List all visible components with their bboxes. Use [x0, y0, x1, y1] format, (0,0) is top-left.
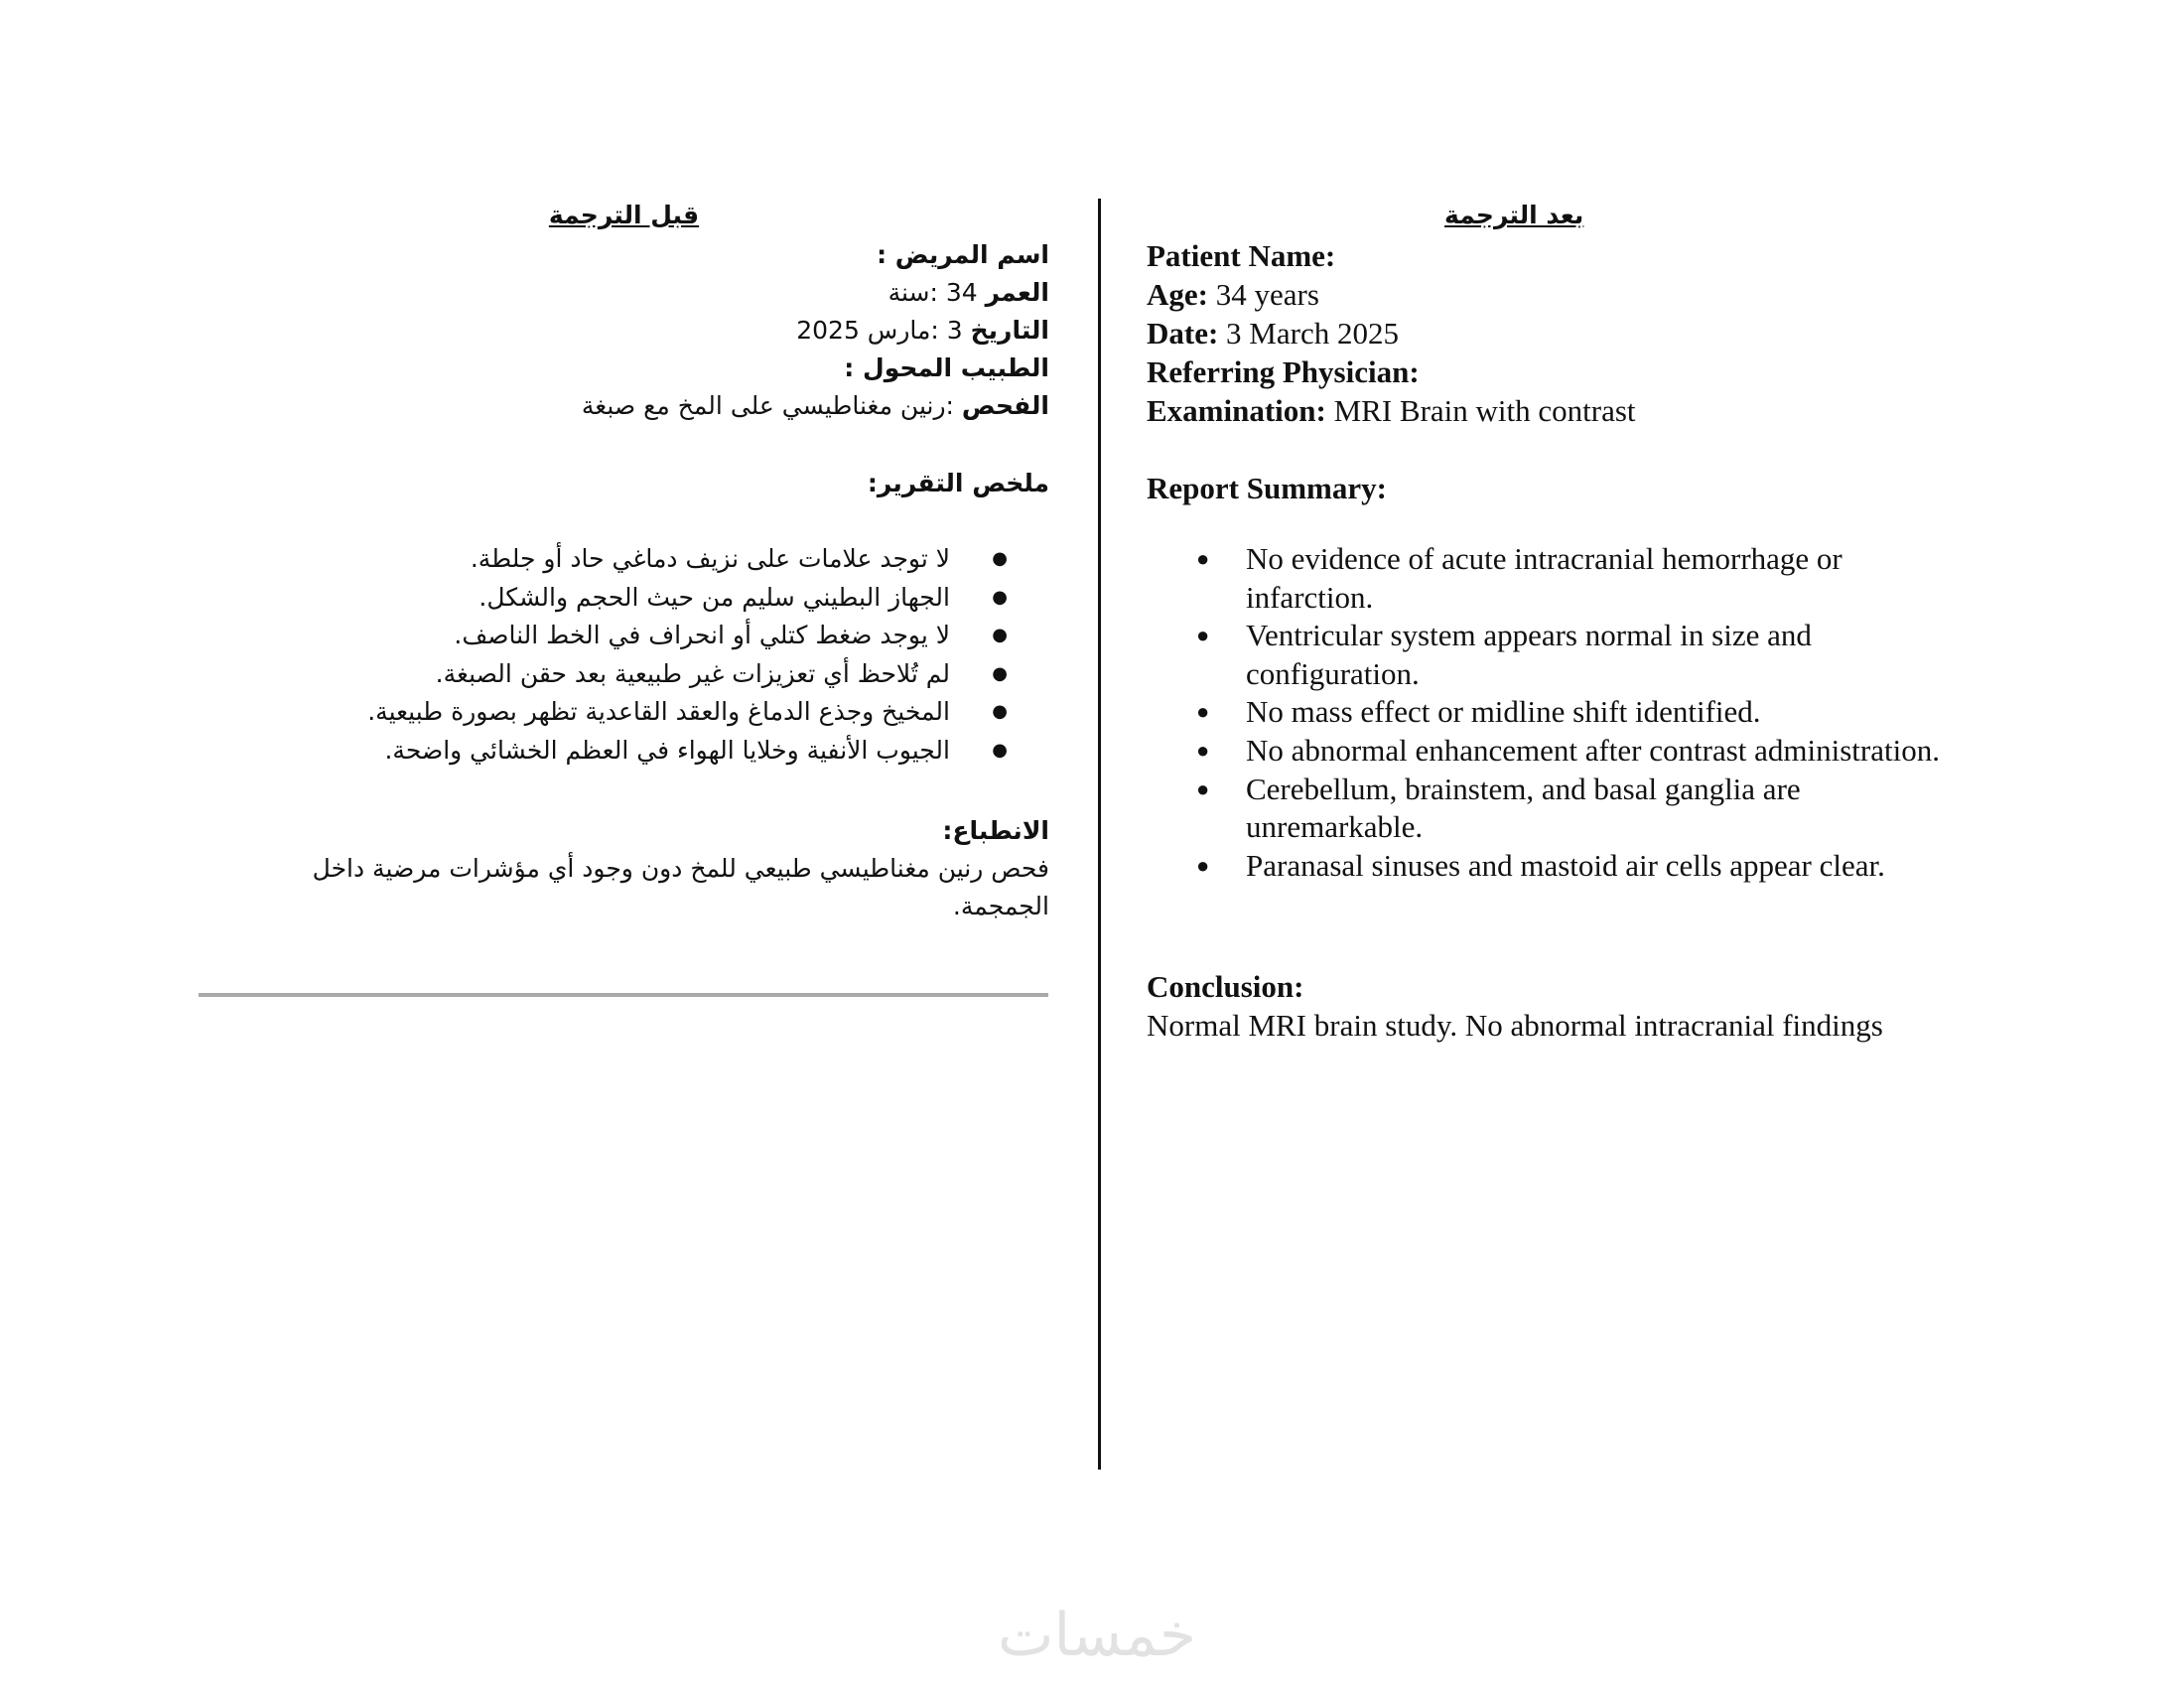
arabic-date: التاريخ 3 :مارس 2025 [796, 316, 1049, 345]
english-age: Age: 34 years [1147, 277, 1319, 312]
list-item: ● الجيوب الأنفية وخلايا الهواء في العظم الخشائي واضحة. [367, 732, 1049, 771]
list-item: ● No abnormal enhancement after contrast administration. [1147, 732, 1941, 771]
arabic-conclusion-heading: الانطباع: [942, 816, 1049, 845]
english-referring-physician: Referring Physician: [1147, 354, 1420, 389]
bullet-icon: ● [992, 739, 1008, 761]
bullet-icon: ● [992, 548, 1008, 569]
arabic-conclusion-text: فحص رنين مغناطيسي طبيعي للمخ دون وجود أي مؤشرات مرضية داخل الجمجمة. [312, 854, 1049, 920]
bullet-icon: ● [1196, 852, 1210, 878]
column-divider [1098, 199, 1101, 1470]
watermark-logo: خمسات [997, 1601, 1197, 1670]
bullet-icon: ● [1196, 737, 1210, 763]
arabic-examination: الفحص :رنين مغناطيسي على المخ مع صبغة [581, 391, 1049, 420]
list-item: ● Ventricular system appears normal in size and configuration. [1196, 618, 1812, 691]
list-item: ● No evidence of acute intracranial hemorrhage or infarction. [1196, 541, 1843, 615]
english-title: بعد الترجمة [1444, 201, 1584, 229]
english-conclusion-heading: Conclusion: [1147, 969, 1304, 1004]
horizontal-rule [199, 993, 1048, 997]
bullet-icon: ● [992, 625, 1008, 645]
english-summary-heading: Report Summary: [1147, 471, 1387, 505]
arabic-title: قبل الترجمة [548, 201, 700, 229]
english-date: Date: 3 March 2025 [1147, 316, 1399, 351]
arabic-referring-physician: الطبيب المحول : [844, 353, 1049, 382]
list-item: ● المخيخ وجذع الدماغ والعقد القاعدية تظهر بصورة طبيعية. [367, 693, 1049, 732]
list-item: ● No mass effect or midline shift identified. [1147, 693, 1941, 732]
bullet-icon: ● [992, 662, 1008, 684]
english-examination: Examination: MRI Brain with contrast [1147, 393, 1636, 428]
bullet-icon: ● [1196, 775, 1210, 801]
arabic-age: العمر 34 :سنة [887, 278, 1049, 307]
list-item: ● لا يوجد ضغط كتلي أو انحراف في الخط الناصف. [367, 617, 1049, 655]
english-conclusion-text: Normal MRI brain study. No abnormal intracranial findings [1147, 1008, 1883, 1043]
arabic-patient-name: اسم المريض : [877, 240, 1049, 269]
english-patient-name: Patient Name: [1147, 238, 1336, 273]
list-item: ● لا توجد علامات على نزيف دماغي حاد أو جلطة. [367, 540, 1049, 579]
list-item: ● Cerebellum, brainstem, and basal ganglia are unremarkable. [1196, 771, 1801, 845]
bullet-icon: ● [992, 586, 1008, 608]
bullet-icon: ● [1196, 546, 1210, 571]
bullet-icon: ● [1196, 623, 1210, 648]
arabic-summary-heading: ملخص التقرير: [867, 469, 1049, 497]
bullet-icon: ● [992, 701, 1008, 722]
arabic-summary-list [367, 540, 1049, 770]
list-item: ● لم تُلاحظ أي تعزيزات غير طبيعية بعد حقن الصبغة. [367, 655, 1049, 694]
english-summary-list [1147, 540, 1941, 885]
list-item: ● Paranasal sinuses and mastoid air cells appear clear. [1147, 847, 1941, 886]
bullet-icon: ● [1196, 699, 1210, 725]
list-item: ● الجهاز البطيني سليم من حيث الحجم والشكل. [367, 579, 1049, 618]
